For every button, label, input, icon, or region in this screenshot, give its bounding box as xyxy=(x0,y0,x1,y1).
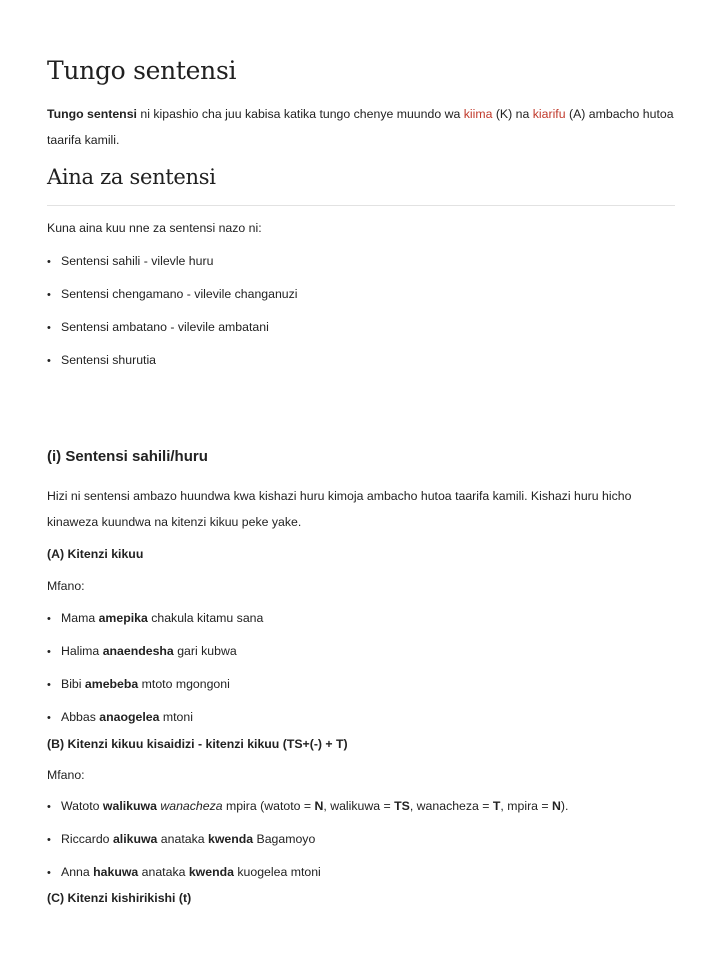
list-item-text: Sentensi ambatano - vilevile ambatani xyxy=(61,320,269,334)
example-text: gari kubwa xyxy=(173,644,237,658)
example-verb: amebeba xyxy=(84,677,139,691)
bullet-icon: • xyxy=(47,712,51,724)
example-verb-italic: wanacheza xyxy=(160,799,223,813)
example-text: , walikuwa = xyxy=(323,799,395,813)
example-item xyxy=(47,799,568,813)
list-item xyxy=(47,320,269,334)
list-item xyxy=(47,254,213,268)
mfano-label: Mfano: xyxy=(47,768,85,782)
example-text: Mama xyxy=(61,611,99,625)
example-verb: anaogelea xyxy=(99,710,160,724)
example-text: Riccardo xyxy=(61,832,113,846)
kitenzi-kikuu-heading: (A) Kitenzi kikuu xyxy=(47,547,144,561)
kiarifu-link[interactable]: kiarifu xyxy=(532,107,566,121)
bullet-icon: • xyxy=(47,867,51,879)
list-item-text: Sentensi shurutia xyxy=(61,353,157,367)
example-verb: hakuwa xyxy=(93,865,139,879)
example-item xyxy=(47,710,193,724)
example-text: Abbas xyxy=(61,710,100,724)
example-text: , mpira = xyxy=(500,799,553,813)
list-item-text: Sentensi sahili - vilevle huru xyxy=(61,254,214,268)
example-text: Bibi xyxy=(61,677,85,691)
list-item xyxy=(47,353,156,367)
bullet-icon: • xyxy=(47,679,51,691)
example-item xyxy=(47,832,315,846)
intro-text-3: (A) ambacho hutoa taarifa kamili. xyxy=(47,107,674,147)
mfano-label: Mfano: xyxy=(47,579,85,593)
bullet-icon: • xyxy=(47,322,51,334)
example-text: anataka xyxy=(138,865,189,879)
example-text: chakula kitamu sana xyxy=(147,611,264,625)
bullet-icon: • xyxy=(47,834,51,846)
bullet-icon: • xyxy=(47,613,51,625)
bullet-icon: • xyxy=(47,801,51,813)
example-text: ). xyxy=(560,799,569,813)
bullet-icon: • xyxy=(47,289,51,301)
intro-term: Tungo sentensi xyxy=(47,107,137,121)
intro-text-2: (K) na xyxy=(492,107,533,121)
example-code: TS xyxy=(394,799,410,813)
intro-text-1: ni kipashio cha juu kabisa katika tungo chenye muundo wa xyxy=(136,107,464,121)
example-text: mpira (watoto = xyxy=(222,799,315,813)
example-text: mtoni xyxy=(159,710,193,724)
kitenzi-kishirikishi-heading: (C) Kitenzi kishirikishi (t) xyxy=(47,891,192,905)
example-text: Bagamoyo xyxy=(253,832,316,846)
example-code: N xyxy=(314,799,324,813)
example-item xyxy=(47,865,321,879)
example-text: kuogelea mtoni xyxy=(233,865,321,879)
subsection-description: Hizi ni sentensi ambazo huundwa kwa kishazi huru kimoja ambacho hutoa taarifa kamili. Kishazi huru hicho kinaweza kuundwa na kitenzi kikuu peke yake. xyxy=(47,489,632,529)
example-item xyxy=(47,644,237,658)
example-code: T xyxy=(492,799,501,813)
section-title: Aina za sentensi xyxy=(47,165,216,189)
section-divider xyxy=(47,205,675,206)
bullet-icon: • xyxy=(47,355,51,367)
example-verb: anaendesha xyxy=(102,644,174,658)
subsection-title: (i) Sentensi sahili/huru xyxy=(47,448,208,465)
page-title: Tungo sentensi xyxy=(47,56,237,85)
example-verb: kwenda xyxy=(207,832,254,846)
intro-paragraph xyxy=(47,101,675,153)
list-item-text: Sentensi chengamano - vilevile changanuzi xyxy=(61,287,298,301)
example-item xyxy=(47,677,230,691)
example-text: Anna xyxy=(61,865,94,879)
example-text: Watoto xyxy=(61,799,103,813)
list-item xyxy=(47,287,298,301)
example-text: , wanacheza = xyxy=(409,799,493,813)
example-text: Halima xyxy=(61,644,103,658)
bullet-icon: • xyxy=(47,646,51,658)
example-verb: alikuwa xyxy=(112,832,158,846)
kiima-link[interactable]: kiima xyxy=(463,107,493,121)
example-verb: walikuwa xyxy=(102,799,157,813)
example-text: mtoto mgongoni xyxy=(138,677,230,691)
example-code: N xyxy=(552,799,561,813)
bullet-icon: • xyxy=(47,256,51,268)
example-verb: kwenda xyxy=(188,865,234,879)
section-lead: Kuna aina kuu nne za sentensi nazo ni: xyxy=(47,221,262,235)
example-verb: amepika xyxy=(98,611,148,625)
example-item xyxy=(47,611,263,625)
example-text: anataka xyxy=(157,832,208,846)
kitenzi-kisaidizi-heading: (B) Kitenzi kikuu kisaidizi - kitenzi kikuu (TS+(-) + T) xyxy=(47,737,348,751)
